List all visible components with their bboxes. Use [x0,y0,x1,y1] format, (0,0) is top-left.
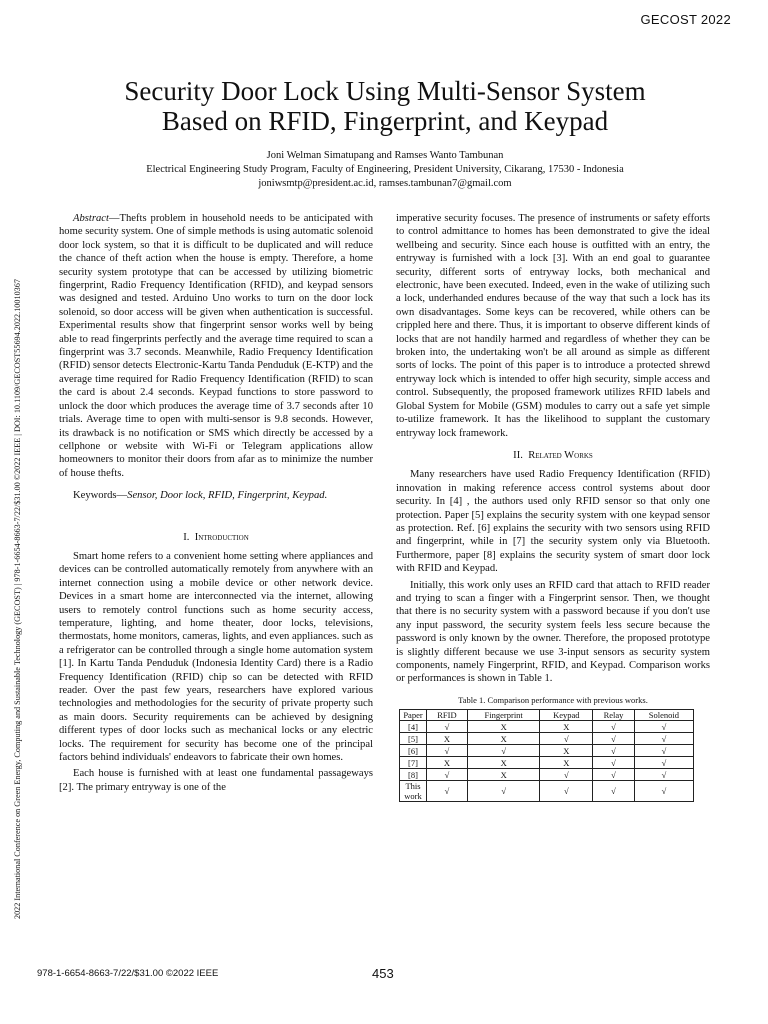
table-cell: √ [427,721,468,733]
keywords-label: Keywords— [73,490,128,502]
table-cell: X [427,757,468,769]
table-row [400,733,694,745]
section-heading-introduction [59,531,373,544]
table-cell: √ [634,781,693,802]
table-row [400,721,694,733]
table-row [400,769,694,781]
title-line-2: Based on RFID, Fingerprint, and Keypad [161,106,609,136]
intro-paragraph-1: Smart home refers to a convenient home setting where appliances and devices can be controlled automatically remotely from anywhere with an internet connection using a mobile device or other network device. Devices in a smart home are interconnected via the internet, allowing users to remotely control functions such as home security access, temperature, lighting, and home theater, door locks, televisions, thermostats, home monitors, cameras, lights, and even appliances. such as a refrigerator can be controlled through a single home automation system [1]. In Kartu Tanda Penduduk (Indonesia Identity Card) there is a Radio Frequency Identification (RFID) chip so can be detected with RFID reader. Over the past few years, researchers have explored various technologies and methodologies for the security of private property such as main doors. Security requirements can be achieved by designing different types of door locks such as mechanical locks or any electric locks. The requirement for security has become one of the principal factors behind individuals' endeavors to fabricate their own homes. [59,550,373,764]
comparison-table [399,709,694,802]
table-cell: √ [593,733,635,745]
section-number: II. [513,449,523,461]
conference-tag: GECOST 2022 [640,12,731,27]
table-header-cell: RFID [427,710,468,721]
table-header-cell: Keypad [540,710,593,721]
table-cell: √ [634,757,693,769]
table-cell: √ [593,721,635,733]
table-cell: X [467,769,540,781]
table-header-cell: Fingerprint [467,710,540,721]
section-number: I. [183,531,190,543]
related-paragraph-2: Initially, this work only uses an RFID card that attach to RFID reader and trying to scan a finger with a Fingerprint sensor. Then, we thought that there is no security system with a password because if you don't use any input password, the security system feels less secure because the password is only known by the owner. Therefore, the proposed prototype is slightly different because we use 3-input sensors as security system components, namely Fingerprint, RFID, and Keypad. Comparison works or performances is shown in Table 1. [396,579,710,685]
abstract-text: Thefts problem in household needs to be anticipated with home security system. One of simple methods is using automatic solenoid door lock system, so that it is difficult to be duplicated and will reduce the chance of theft action when the house is empty. Therefore, a home security system prototype that can be accessed by utilizing biometric fingerprint, Radio Frequency Identification (RFID), and keypad sensors was designed and tested. Arduino Uno works to turn on the door lock solenoid, so door access will be given when authentication is successful. Experimental results show that fingerprint sensor works well by being able to read fingerprints perfectly and the average time required to scan a fingerprint was 3.7 seconds. Meanwhile, Radio Frequency Identification (RFID) sensor detects Electronic-Kartu Tanda Penduduk (E-KTP) and the average time required for Radio Frequency Identification (RFID) to scan the card is about 2.4 seconds. Keypad functions to store password to unlock the door which produces the average time of 3.7 seconds after 10 trials. Average time to open with multi-sensor is 9.8 seconds. However, its drawback is no notification or SMS which directly be accessed by a cellphone or website with Wi-Fi or Telegram applications allow homeowners to monitor their doors from afar as to minimize the number of house thefts. [59,213,373,479]
intro-paragraph-2: Each house is furnished with at least one fundamental passageways [2]. The primary entryway is one of the [59,768,373,793]
table-cell: X [467,733,540,745]
table-cell: [6] [400,745,427,757]
keywords-text: Sensor, Door lock, RFID, Fingerprint, Keypad. [127,490,328,502]
right-column [396,212,710,802]
section-title: Related Works [528,449,593,461]
table-cell: [4] [400,721,427,733]
table-cell: √ [593,781,635,802]
page-number: 453 [372,966,394,981]
title-line-1: Security Door Lock Using Multi-Sensor System [124,76,646,106]
table-cell: X [540,757,593,769]
table-cell: √ [634,745,693,757]
author-block [40,149,730,191]
table-caption: Table 1. Comparison performance with previous works. [458,694,648,705]
keywords [59,489,373,502]
table-cell: √ [540,733,593,745]
abstract [59,212,373,480]
table-cell: √ [593,769,635,781]
abstract-dash: — [108,213,120,224]
table-cell: √ [634,733,693,745]
doi-sidebar: 2022 International Conference on Green Energy, Computing and Sustainable Technology (GECOST) | 978-1-6654-8663-7/22/$31.00 ©2022 IEEE | DOI: 10.1109/GECOST55694.2022.10010367 [13,279,22,919]
table-cell: √ [593,757,635,769]
abstract-label: Abstract [73,213,109,224]
paper-title [40,76,730,136]
table-cell: √ [540,769,593,781]
table-header-cell: Solenoid [634,710,693,721]
table-cell: √ [427,781,468,802]
table-cell: √ [540,781,593,802]
table-row [400,757,694,769]
intro-paragraph-2-continued: imperative security focuses. The presence of instruments or safety efforts to control admittance to homes has been demonstrated to give the ideal wellbeing and security. Since each house is outfitted with an entry, the entryway is furnished with a lock [3]. With an end goal to guarantee security, different sorts of entryway locks, both mechanical and electronic, have been executed. Indeed, even in the wake of utilizing such a lock, underhanded endures because of the way that such a lock has its own disadvantages. Some keys can be recovered, while others can be crippled here and there. Thus, it is important to observe different kinds of locks that are not handily harmed and regardless of whether they can be broken into, the undertaking won't be all around as simple as different sorts of locks. The point of this paper is to introduce a protected shrewd entryway lock which is intended to offer high security, simple access and control. Subsequently, the proposed framework utilizes RFID labels and Global System for Mobile (GSM) modules to carry out a safe yet simple to-utilize framework. It has the likelihood to supplant the customary entryway lock framework. [396,213,710,439]
author-affiliation: Electrical Engineering Study Program, Faculty of Engineering, President University, Cikarang, 17530 - Indonesia [146,164,624,175]
table-cell: √ [427,745,468,757]
related-paragraph-1: Many researchers have used Radio Frequency Identification (RFID) innovation in making reference access control systems about door security. In [4] , the authors used only RFID sensor so that only one protection. Paper [5] explains the security system with one keypad sensor as protection. Ref. [6] explains the security with two sensors using RFID and fingerprint, while in [7] the security system only via Bluetooth. Furthermore, paper [8] explains the security system of smart door lock with RFID and Keypad. [396,469,710,575]
table-row [400,745,694,757]
table-cell: √ [634,769,693,781]
table-header-cell: Relay [593,710,635,721]
table-cell: √ [467,781,540,802]
section-heading-related-works [396,449,710,462]
author-names: Joni Welman Simatupang and Ramses Wanto Tambunan [266,150,504,161]
table-header-row [400,710,694,721]
section-title: Introduction [194,531,249,543]
table-cell: This work [400,781,427,802]
table-cell: [7] [400,757,427,769]
table-cell: X [427,733,468,745]
author-emails: joniwsmtp@president.ac.id, ramses.tambunan7@gmail.com [258,178,512,189]
table-cell: √ [467,745,540,757]
table-cell: √ [593,745,635,757]
table-cell: X [540,745,593,757]
table-cell: [5] [400,733,427,745]
table-cell: √ [634,721,693,733]
table-cell: [8] [400,769,427,781]
left-column [59,212,373,794]
table-cell: √ [427,769,468,781]
table-cell: X [467,757,540,769]
table-header-cell: Paper [400,710,427,721]
table-cell: X [540,721,593,733]
table-row [400,781,694,802]
footer-isbn: 978-1-6654-8663-7/22/$31.00 ©2022 IEEE [37,968,219,979]
table-cell: X [467,721,540,733]
